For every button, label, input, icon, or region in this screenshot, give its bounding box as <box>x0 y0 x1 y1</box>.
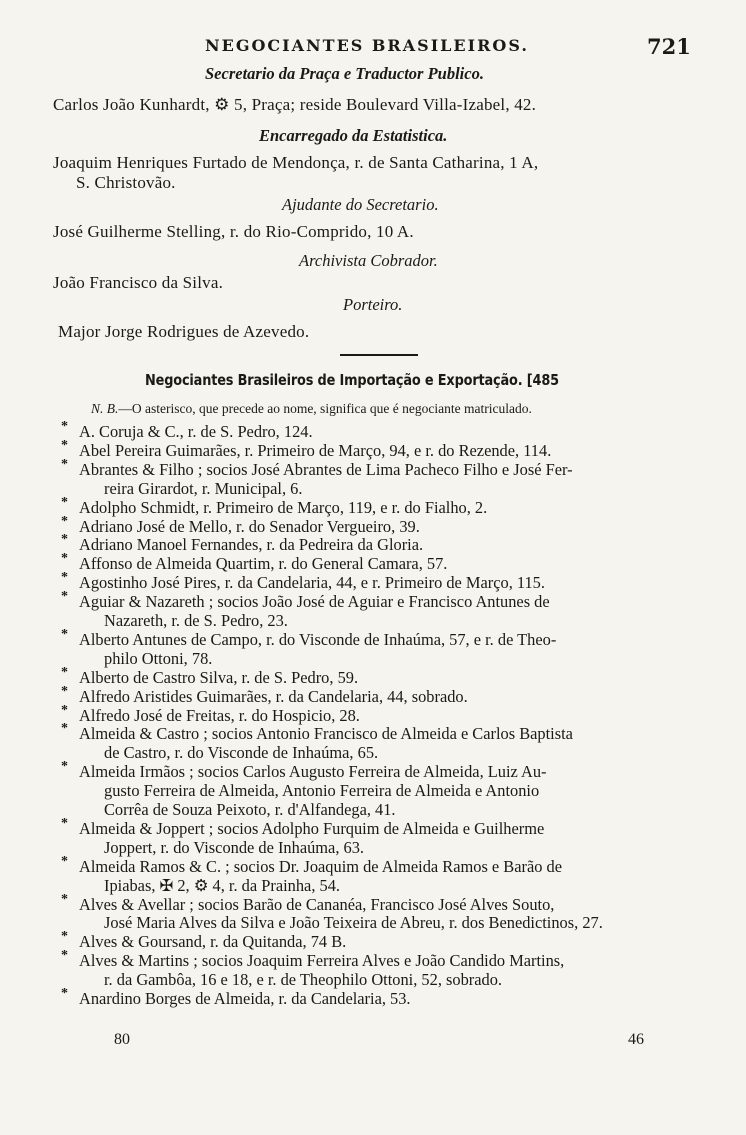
matriculado-asterisk: * <box>61 626 68 642</box>
entry-continuation-line: José Maria Alves da Silva e João Teixeira de Abreu, r. dos Benedictinos, 27. <box>104 913 603 933</box>
matriculado-asterisk: * <box>61 759 68 775</box>
matriculado-asterisk: * <box>61 853 68 869</box>
matriculado-asterisk: * <box>61 683 68 699</box>
matriculado-asterisk: * <box>61 891 68 907</box>
entry-line: Alfredo Aristides Guimarães, r. da Candelaria, 44, sobrado. <box>79 686 468 706</box>
list-note <box>91 401 532 417</box>
matriculado-asterisk: * <box>61 986 68 1001</box>
list-title <box>145 371 559 389</box>
note-text: —O asterisco, que precede ao nome, significa que é negociante matriculado. <box>118 401 532 416</box>
entry-line: Anardino Borges de Almeida, r. da Candelaria, 53. <box>79 989 411 1008</box>
entry-line: Almeida & Castro ; socios Antonio Francisco de Almeida e Carlos Baptista <box>79 724 573 744</box>
entry-line: Aguiar & Nazareth ; socios João José de Aguiar e Francisco Antunes de <box>79 592 550 612</box>
footer-right-number: 46 <box>628 1031 644 1048</box>
matriculado-asterisk: * <box>61 437 68 453</box>
list-title-text: Negociantes Brasileiros de Importação e Exportação. <box>145 371 523 389</box>
entry-line: Alves & Goursand, r. da Quitanda, 74 B. <box>79 932 347 952</box>
footer-left-number: 80 <box>114 1031 130 1048</box>
section-heading: Secretario da Praça e Traductor Publico. <box>205 64 484 83</box>
page-header-title: NEGOCIANTES BRASILEIROS. <box>205 36 529 55</box>
entry-continuation-line: Ipiabas, ✠ 2, ⚙ 4, r. da Prainha, 54. <box>104 875 340 895</box>
entry-line: Adriano Manoel Fernandes, r. da Pedreira da Gloria. <box>79 535 424 555</box>
note-label: N. B. <box>91 401 119 416</box>
section-heading: Ajudante do Secretario. <box>282 195 439 214</box>
section-heading: Archivista Cobrador. <box>299 251 438 270</box>
entry-line: Alves & Avellar ; socios Barão de Cananéa, Francisco José Alves Souto, <box>79 894 555 914</box>
entry-line: A. Coruja & C., r. de S. Pedro, 124. <box>79 422 313 441</box>
section-line: Joaquim Henriques Furtado de Mendonça, r. de Santa Catharina, 1 A, <box>53 153 539 172</box>
page-number: 721 <box>647 34 691 59</box>
section-line: José Guilherme Stelling, r. do Rio-Comprido, 10 A. <box>53 222 414 241</box>
entry-line: Alves & Martins ; socios Joaquim Ferreira Alves e João Candido Martins, <box>79 951 565 971</box>
section-line: S. Christovão. <box>76 173 176 192</box>
entry-continuation-line: Nazareth, r. de S. Pedro, 23. <box>104 611 288 630</box>
matriculado-asterisk: * <box>61 419 68 434</box>
matriculado-asterisk: * <box>61 551 68 567</box>
matriculado-asterisk: * <box>61 513 68 529</box>
entry-continuation-line: de Castro, r. do Visconde de Inhaúma, 65. <box>104 743 379 763</box>
list-count: [485 <box>526 371 559 389</box>
entry-line: Adriano José de Mello, r. do Senador Vergueiro, 39. <box>79 516 420 536</box>
matriculado-asterisk: * <box>61 664 68 680</box>
entry-continuation-line: reira Girardot, r. Municipal, 6. <box>104 478 303 498</box>
matriculado-asterisk: * <box>61 929 68 945</box>
matriculado-asterisk: * <box>61 589 68 605</box>
matriculado-asterisk: * <box>61 815 68 831</box>
matriculado-asterisk: * <box>61 494 68 510</box>
section-line: João Francisco da Silva. <box>53 273 224 292</box>
matriculado-asterisk: * <box>61 570 68 586</box>
entry-line: Almeida Irmãos ; socios Carlos Augusto Ferreira de Almeida, Luiz Au- <box>79 762 547 782</box>
entry-line: Alberto Antunes de Campo, r. do Visconde de Inhaúma, 57, e r. de Theo- <box>79 629 557 649</box>
section-line: Major Jorge Rodrigues de Azevedo. <box>58 322 310 341</box>
entry-line: Almeida Ramos & C. ; socios Dr. Joaquim de Almeida Ramos e Barão de <box>79 856 562 876</box>
entry-continuation-line: Joppert, r. do Visconde de Inhaúma, 63. <box>104 837 364 857</box>
matriculado-asterisk: * <box>61 532 68 548</box>
matriculado-asterisk: * <box>61 702 68 718</box>
entry-line: Almeida & Joppert ; socios Adolpho Furquim de Almeida e Guilherme <box>79 818 545 838</box>
entry-line: Agostinho José Pires, r. da Candelaria, 44, e r. Primeiro de Março, 115. <box>79 573 545 593</box>
section-line: Carlos João Kunhardt, ⚙ 5, Praça; reside Boulevard Villa-Izabel, 42. <box>53 95 537 114</box>
section-heading: Encarregado da Estatistica. <box>259 126 448 145</box>
entry-line: Adolpho Schmidt, r. Primeiro de Março, 119, e r. do Fialho, 2. <box>79 497 488 517</box>
entry-line: Alfredo José de Freitas, r. do Hospicio, 28. <box>79 705 360 725</box>
section-divider <box>340 354 418 356</box>
entry-continuation-line: r. da Gambôa, 16 e 18, e r. de Theophilo Ottoni, 52, sobrado. <box>104 970 503 990</box>
entry-line: Alberto de Castro Silva, r. de S. Pedro, 59. <box>79 667 359 687</box>
matriculado-asterisk: * <box>61 456 68 472</box>
matriculado-asterisk: * <box>61 721 68 737</box>
entry-continuation-line: gusto Ferreira de Almeida, Antonio Ferreira de Almeida e Antonio <box>104 781 540 801</box>
matriculado-asterisk: * <box>61 948 68 964</box>
section-heading: Porteiro. <box>343 295 403 314</box>
entry-line: Abel Pereira Guimarães, r. Primeiro de Março, 94, e r. do Rezende, 114. <box>79 440 552 460</box>
entry-continuation-line: Corrêa de Souza Peixoto, r. d'Alfandega, 41. <box>104 800 396 819</box>
entry-line: Abrantes & Filho ; socios José Abrantes de Lima Pacheco Filho e José Fer- <box>79 459 573 479</box>
entry-continuation-line: philo Ottoni, 78. <box>104 648 213 668</box>
entry-line: Affonso de Almeida Quartim, r. do General Camara, 57. <box>79 554 448 574</box>
